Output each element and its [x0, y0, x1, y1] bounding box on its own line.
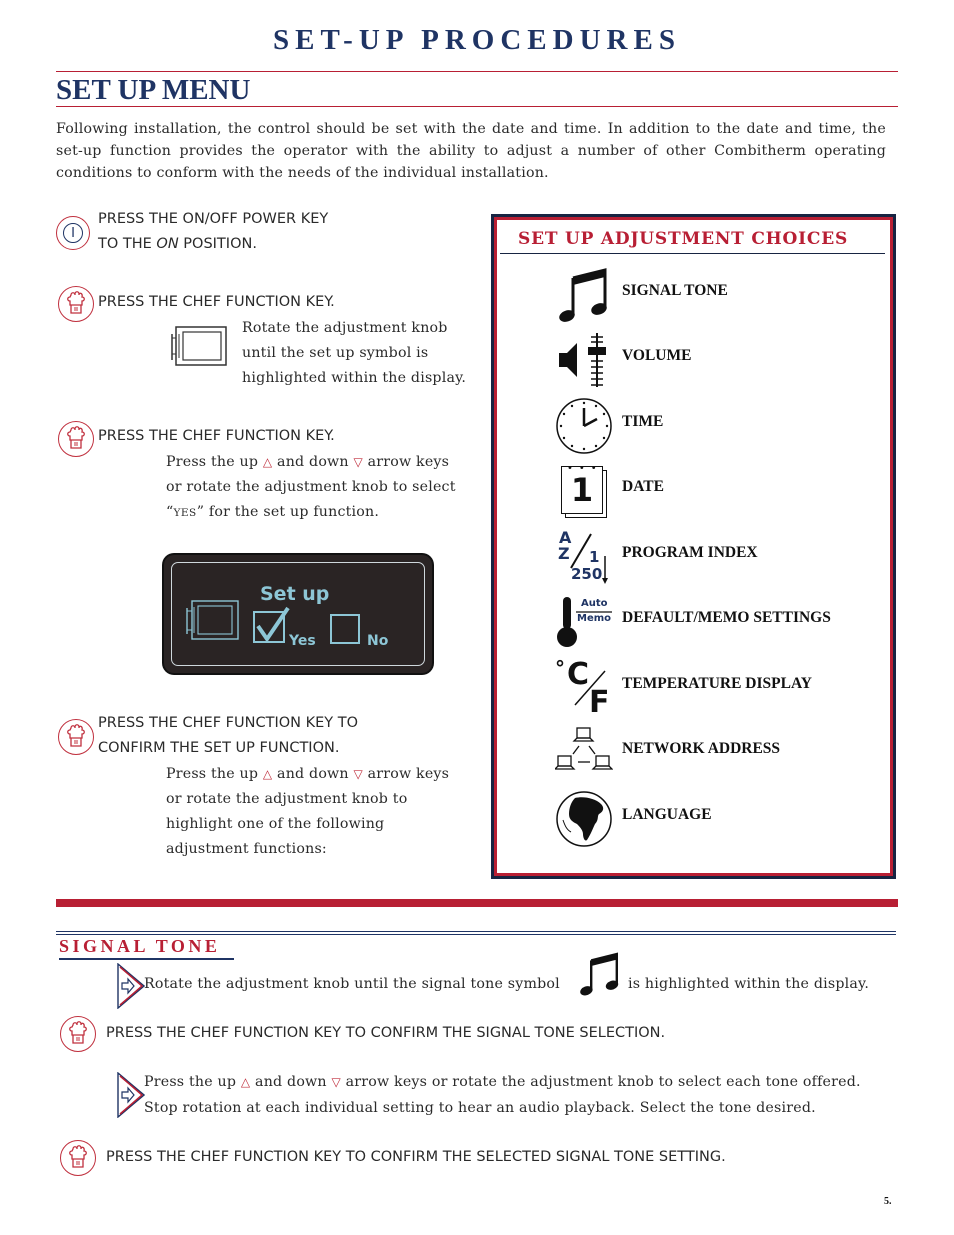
up-arrow-icon: △: [262, 455, 273, 469]
signal-rotate-instruction-end: is highlighted within the display.: [628, 976, 870, 992]
title-rule: [56, 106, 898, 107]
arrow-pointer-icon: [117, 1072, 143, 1116]
signal-chef-final: PRESS THE CHEF FUNCTION KEY TO CONFIRM THE SELECTED SIGNAL TONE SETTING.: [106, 1149, 726, 1165]
signal-chef-confirm: PRESS THE CHEF FUNCTION KEY TO CONFIRM THE SIGNAL TONE SELECTION.: [106, 1025, 666, 1041]
down-arrow-icon: ▽: [353, 767, 363, 781]
volume-icon: [555, 331, 613, 389]
celsius-fahrenheit-icon: ° C F: [555, 656, 610, 720]
display-no-label: No: [367, 633, 389, 649]
choice-time: TIME: [622, 413, 664, 430]
oven-icon: [170, 324, 230, 368]
select-yes-instruction: Press the up △ and down ▽ arrow keys or rotate the adjustment knob to select “YES” for the set up function.: [166, 454, 456, 520]
rotate-instruction: Rotate the adjustment knob until the set up symbol is highlighted within the display.: [242, 320, 467, 386]
thermometer-memo-icon: Auto Memo: [555, 593, 613, 651]
choice-date: DATE: [622, 478, 664, 495]
chef-key-icon: [58, 286, 94, 322]
choice-temperature-display: TEMPERATURE DISPLAY: [622, 675, 812, 692]
chef-key-icon: [58, 719, 94, 755]
music-note-icon: [580, 950, 620, 998]
page-number: 5.: [884, 1196, 892, 1207]
calendar-icon: 1 •••: [555, 462, 613, 520]
down-arrow-icon: ▽: [353, 455, 363, 469]
choices-box-title: SET UP ADJUSTMENT CHOICES: [518, 229, 849, 249]
section-title: SET-UP PROCEDURES: [273, 24, 681, 56]
globe-icon: [555, 790, 613, 848]
chef-key-icon: [60, 1140, 96, 1176]
choice-network-address: NETWORK ADDRESS: [622, 740, 781, 757]
choice-default-memo: DEFAULT/MEMO SETTINGS: [622, 609, 831, 626]
intro-paragraph: Following installation, the control should be set with the date and time. In addition to the date and time, the set-up function provides the operator with the ability to adjust a number of other Combitherm operating conditions to conform with the needs of the individual installation.: [56, 121, 886, 181]
unchecked-box-icon: [330, 614, 360, 644]
network-icon: [555, 724, 613, 782]
signal-rotate-instruction: Rotate the adjustment knob until the signal tone symbol: [144, 976, 560, 992]
setup-display-panel: [164, 555, 432, 673]
signal-tone-select-instruction: Press the up △ and down ▽ arrow keys or rotate the adjustment knob to select each tone offered. Stop rotation at each individual setting to hear an audio playback. Select the tone desired.: [144, 1074, 861, 1116]
step-chef-3: PRESS THE CHEF FUNCTION KEY TO CONFIRM THE SET UP FUNCTION.: [98, 715, 359, 756]
up-arrow-icon: △: [240, 1075, 251, 1089]
chef-key-icon: [58, 421, 94, 457]
highlight-instruction: Press the up △ and down ▽ arrow keys or rotate the adjustment knob to highlight one of the following adjustment functions:: [166, 766, 450, 857]
choice-language: LANGUAGE: [622, 806, 712, 823]
choice-signal-tone: SIGNAL TONE: [622, 282, 728, 299]
step-chef-2: PRESS THE CHEF FUNCTION KEY.: [98, 428, 335, 444]
down-arrow-icon: ▽: [331, 1075, 341, 1089]
step-chef-1: PRESS THE CHEF FUNCTION KEY.: [98, 294, 335, 310]
arrow-pointer-icon: [117, 963, 143, 1007]
header-rule: [56, 71, 898, 72]
oven-icon: [184, 597, 242, 643]
signal-tone-heading: SIGNAL TONE: [59, 936, 221, 956]
display-title: Set up: [260, 583, 330, 605]
checked-box-icon: [252, 606, 292, 646]
step-power: PRESS THE ON/OFF POWER KEY TO THE ON POSITION.: [98, 211, 329, 252]
power-key-icon: I: [56, 216, 90, 250]
program-index-icon: A Z 1 250: [555, 528, 613, 586]
choice-volume: VOLUME: [622, 347, 692, 364]
display-yes-label: Yes: [289, 633, 316, 649]
choice-program-index: PROGRAM INDEX: [622, 544, 758, 561]
chef-key-icon: [60, 1016, 96, 1052]
up-arrow-icon: △: [262, 767, 273, 781]
clock-icon: [555, 397, 613, 455]
page-title: SET UP MENU: [56, 74, 251, 106]
adjustment-choices-box: [491, 214, 896, 879]
section-divider-band: [56, 899, 898, 907]
music-note-icon: [555, 266, 613, 324]
